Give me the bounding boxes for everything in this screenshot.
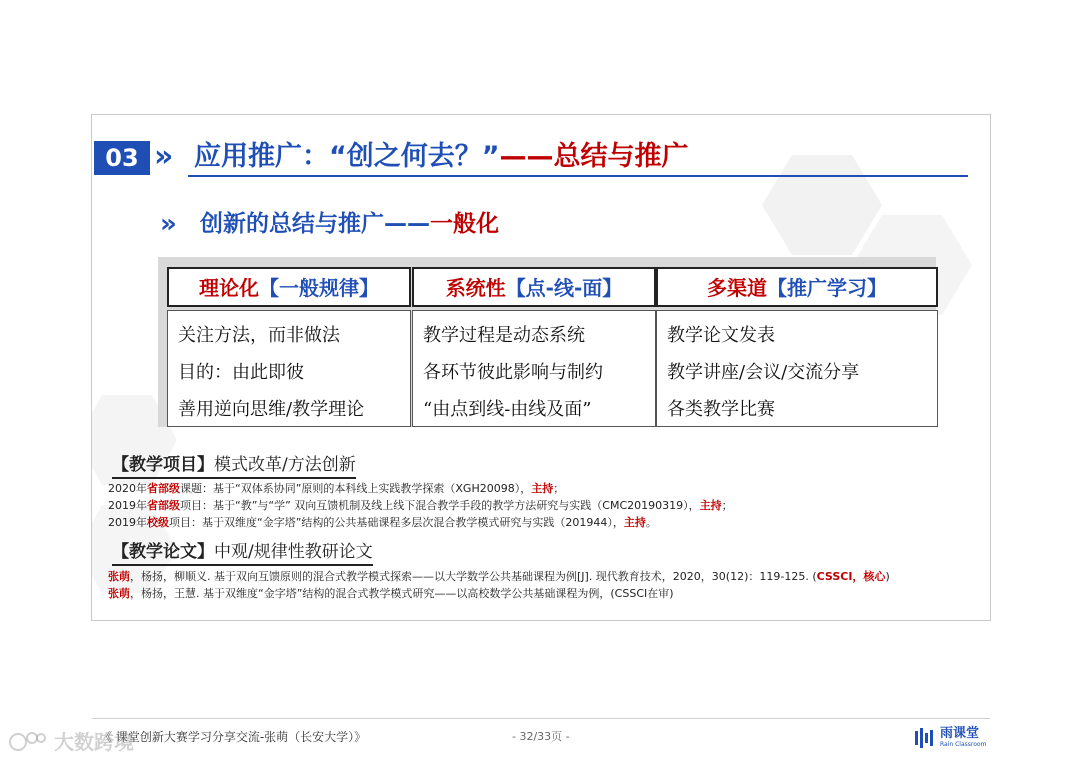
column-line: 教学讲座/会议/交流分享 [667, 362, 860, 383]
column-header-sub: 【点-线-面】 [505, 276, 623, 300]
footer-title: 《 课堂创新大赛学习分享交流-张萌（长安大学）》 [100, 730, 367, 744]
section-title-emphasis: ——总结与推广 [499, 141, 689, 172]
column-body [656, 310, 938, 427]
project-text: 课题：基于“双体系协同”原则的本科线上实践教学探索（XGH20098）， [180, 482, 532, 495]
paper-item [108, 569, 890, 585]
project-end: ； [721, 499, 733, 512]
project-text: 项目：基于双维度“金字塔”结构的公共基础课程多层次混合教学模式研究与实践（201944）， [169, 516, 624, 529]
column-line: 各环节彼此影响与制约 [423, 362, 603, 383]
logo-subtext: Rain Classroom [940, 741, 987, 748]
column-theory [167, 267, 411, 427]
subsection-title-emphasis: 一般化 [430, 211, 499, 237]
column-line: 目的：由此即彼 [178, 362, 304, 383]
project-year: 2020年 [108, 482, 147, 495]
slide [91, 114, 991, 621]
project-item [108, 515, 657, 531]
project-level: 校级 [147, 516, 169, 529]
project-end: ； [553, 482, 565, 495]
column-line: 教学过程是动态系统 [423, 325, 585, 346]
paper-end: ) [885, 570, 890, 583]
column-header-main: 系统性 [445, 276, 506, 300]
paper-author: 张萌 [108, 587, 130, 600]
project-role: 主持 [623, 516, 646, 529]
paper-text: ，杨扬，柳顺义. 基于双向互馈原则的混合式教学模式探索——以大学数学公共基础课程为例[J]. 现代教育技术，2020，30(12)：119-125. ( [130, 570, 817, 583]
column-header-sub: 【推广学习】 [767, 276, 887, 300]
footer-divider [92, 718, 990, 719]
project-level: 省部级 [147, 499, 180, 512]
project-item [108, 498, 733, 514]
section-title-main: 应用推广：“创之何去？” [194, 141, 500, 172]
column-header [412, 267, 656, 307]
rain-classroom-logo [914, 726, 994, 750]
column-line: “由点到线-由线及面” [423, 399, 592, 420]
papers-heading-rest: 中观/规律性教研论文 [214, 542, 373, 562]
column-line: 教学论文发表 [667, 325, 775, 346]
paper-text: ，杨扬，王慧. 基于双维度“金字塔”结构的混合式教学模式研究——以高校数学公共基础课程为例，(CSSCI在审) [130, 587, 674, 600]
section-title [194, 137, 689, 177]
projects-heading-rest: 模式改革/方法创新 [214, 455, 356, 475]
column-body [167, 310, 411, 427]
column-header-sub: 【一般规律】 [259, 276, 379, 300]
projects-heading [112, 453, 356, 479]
column-header [656, 267, 938, 307]
section-underline [188, 175, 968, 177]
project-role: 主持 [531, 482, 554, 495]
watermark-text: 大数跨境 [54, 730, 134, 754]
paper-author: 张萌 [108, 570, 130, 583]
column-line: 善用逆向思维/教学理论 [178, 399, 365, 420]
page-indicator: - 32/33页 - [512, 730, 570, 743]
watermark-icon [8, 730, 48, 754]
column-body [412, 310, 656, 427]
logo-text: 雨课堂 [940, 726, 980, 741]
section-number: 03 [94, 141, 150, 175]
column-line: 各类教学比赛 [667, 399, 775, 420]
double-chevron-icon: » [154, 139, 174, 174]
subsection-title [200, 208, 499, 240]
column-header-main: 理论化 [199, 276, 259, 300]
column-channels [656, 267, 938, 427]
paper-tag: CSSCI，核心 [816, 570, 886, 583]
project-item [108, 481, 564, 497]
project-text: 项目：基于“教”与“学” 双向互馈机制及线上线下混合教学手段的教学方法研究与实践（CMC20190319）， [180, 499, 700, 512]
column-header-main: 多渠道 [707, 276, 767, 300]
papers-heading-bold: 【教学论文】 [112, 542, 214, 562]
column-line: 关注方法，而非做法 [178, 325, 340, 346]
subsection-title-main: 创新的总结与推广—— [200, 211, 430, 237]
double-chevron-icon: » [160, 209, 177, 239]
papers-heading [112, 540, 373, 566]
column-header [167, 267, 411, 307]
column-system [412, 267, 656, 427]
rain-classroom-icon [914, 727, 936, 749]
project-year: 2019年 [108, 516, 147, 529]
project-year: 2019年 [108, 499, 147, 512]
project-end: 。 [645, 516, 657, 529]
projects-heading-bold: 【教学项目】 [112, 455, 214, 475]
project-role: 主持 [699, 499, 722, 512]
paper-item [108, 586, 674, 602]
project-level: 省部级 [147, 482, 180, 495]
